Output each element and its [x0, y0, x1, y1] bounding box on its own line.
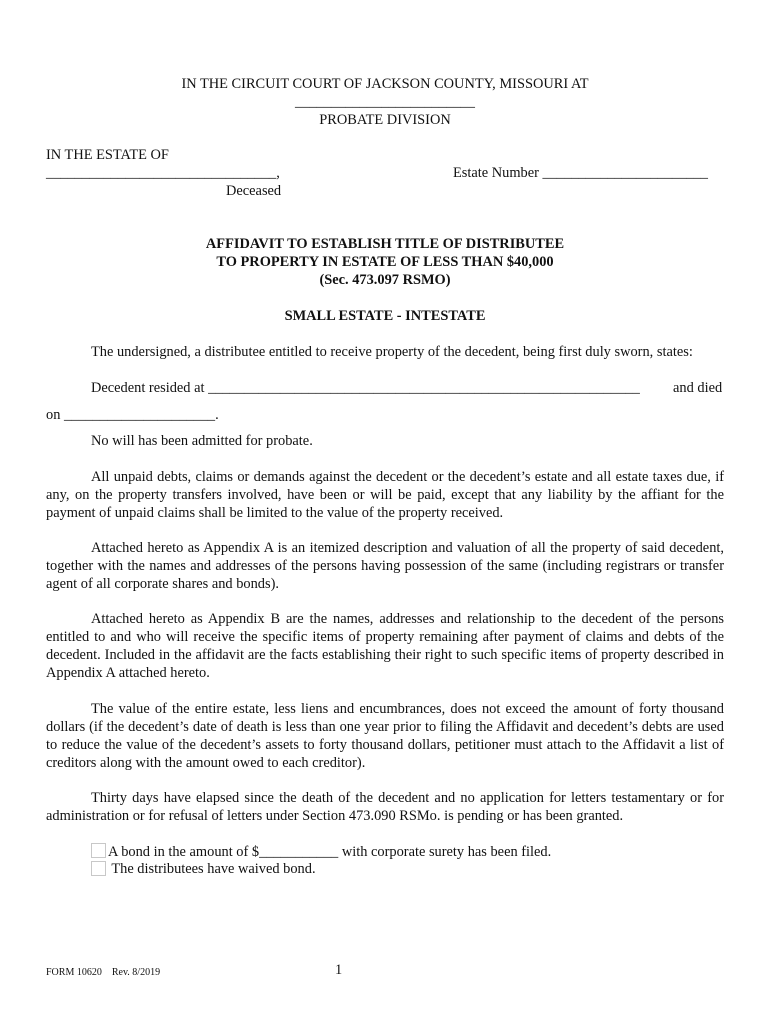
division-heading: PROBATE DIVISION [319, 112, 451, 128]
residence-line-end: and died [673, 380, 723, 396]
appendix-a-paragraph: Attached hereto as Appendix A is an itemized description and valuation of all the property of said decedent, together with the names and addresses of the persons having possession of the same (including registrars or transfer agent of all corporate shares and bonds). [46, 540, 724, 592]
estate-value-paragraph: The value of the entire estate, less liens and encumbrances, does not exceed the amount of forty thousand dollars (if the decedent’s date of death is less than one year prior to filing the Affidavit and decedent’s debts are used to reduce the value of the decedent’s assets to forty thousand dollars, petitioner must attach to the Affidavit a list of creditors along with the amount owed to each creditor). [46, 701, 724, 771]
estate-number-field: Estate Number _______________________ [453, 165, 709, 181]
estate-name-blank: ________________________________, [46, 165, 280, 181]
bond-waived-checkbox[interactable] [91, 861, 106, 876]
intro-paragraph: The undersigned, a distributee entitled to receive property of the decedent, being first duly sworn, states: [91, 344, 693, 360]
date-of-death-line: on _____________________. [46, 407, 219, 423]
subtitle: SMALL ESTATE - INTESTATE [284, 308, 486, 324]
appendix-b-paragraph: Attached hereto as Appendix B are the names, addresses and relationship to the decedent of the persons entitled to and who will receive the specific items of property remaining after payment of claims and debts of the decedent. Included in the affidavit are the facts establishing their right to such specific items of property described in Appendix A attached hereto. [46, 611, 724, 681]
court-heading: IN THE CIRCUIT COURT OF JACKSON COUNTY, MISSOURI AT [181, 76, 589, 92]
deceased-label: Deceased [226, 183, 282, 199]
court-location-blank: _________________________ [295, 94, 475, 110]
bond-waived-label: The distributees have waived bond. [108, 861, 316, 877]
estate-label: IN THE ESTATE OF [46, 147, 169, 163]
bond-filed-checkbox[interactable] [91, 843, 106, 858]
bond-filed-label: A bond in the amount of $___________ with corporate surety has been filed. [108, 844, 552, 860]
residence-line: Decedent resided at ____________________________________________________________ [91, 380, 640, 396]
title-statute: (Sec. 473.097 RSMO) [319, 272, 451, 288]
title-line-2: TO PROPERTY IN ESTATE OF LESS THAN $40,000 [216, 254, 554, 270]
no-will-statement: No will has been admitted for probate. [91, 433, 313, 449]
thirty-days-paragraph: Thirty days have elapsed since the death of the decedent and no application for letters testamentary or for administration or for refusal of letters under Section 473.090 RSMo. is pending or has been granted. [46, 790, 724, 824]
page-number: 1 [335, 962, 343, 978]
form-number: FORM 10620 Rev. 8/2019 [46, 967, 161, 978]
debts-paragraph: All unpaid debts, claims or demands against the decedent or the decedent’s estate and all estate taxes due, if any, on the property transfers involved, have been or will be paid, except that any liability by the affiant for the payment of unpaid claims shall be limited to the value of the property received. [46, 469, 724, 521]
title-line-1: AFFIDAVIT TO ESTABLISH TITLE OF DISTRIBUTEE [205, 236, 565, 252]
